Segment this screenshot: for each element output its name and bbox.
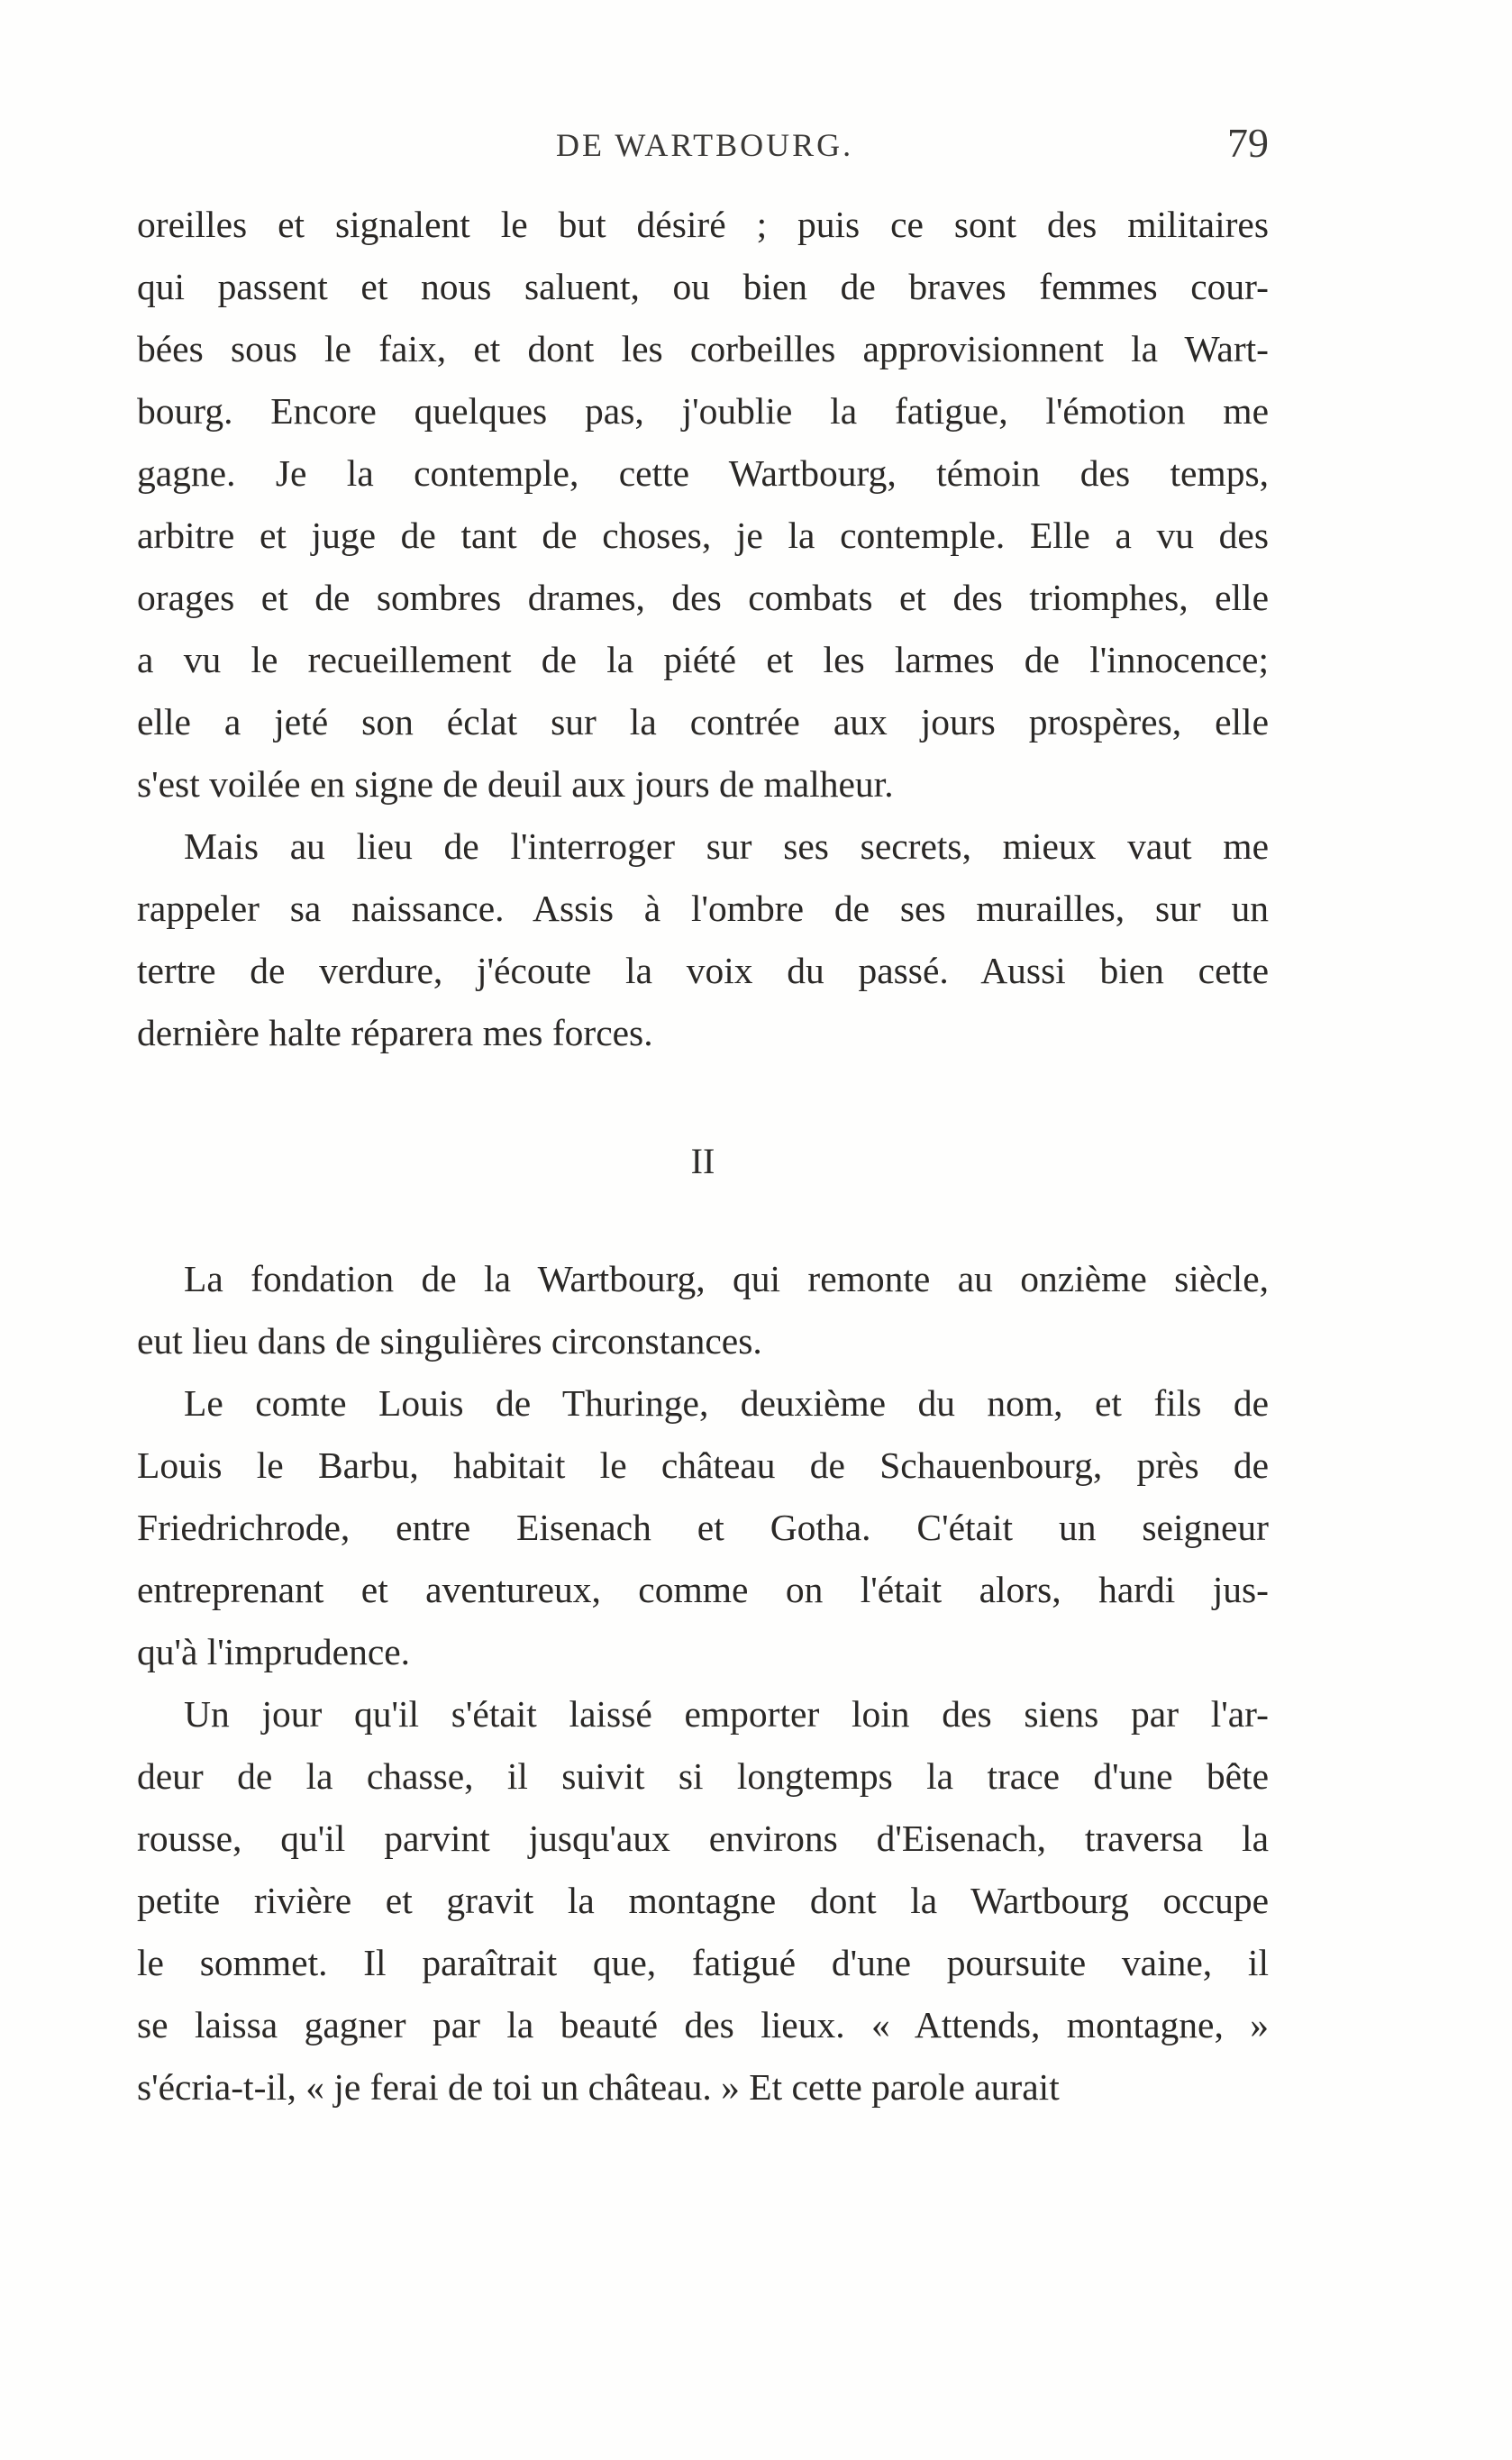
text-line: deur de la chasse, il suivit si longtemps la trace d'une bête bbox=[137, 1755, 1269, 1797]
text-line: petite rivière et gravit la montagne dont la Wartbourg occupe bbox=[137, 1880, 1269, 1921]
text-line: s'écria-t-il, « je ferai de toi un château. » Et cette parole aurait bbox=[137, 2066, 1060, 2108]
text-line: bées sous le faix, et dont les corbeilles approvisionnent la Wart- bbox=[137, 328, 1269, 369]
text-line: Un jour qu'il s'était laissé emporter loin des siens par l'ar- bbox=[184, 1693, 1269, 1735]
text-line: qu'à l'imprudence. bbox=[137, 1631, 411, 1672]
text-line: rappeler sa naissance. Assis à l'ombre de ses murailles, sur un bbox=[137, 888, 1269, 929]
text-line: qui passent et nous saluent, ou bien de braves femmes cour- bbox=[137, 266, 1269, 307]
text-line: La fondation de la Wartbourg, qui remonte au onzième siècle, bbox=[184, 1258, 1269, 1299]
text-line: s'est voilée en signe de deuil aux jours de malheur. bbox=[137, 763, 894, 805]
text-line: se laissa gagner par la beauté des lieux. « Attends, montagne, » bbox=[137, 2004, 1269, 2045]
text-line: tertre de verdure, j'écoute la voix du passé. Aussi bien cette bbox=[137, 950, 1269, 991]
text-line: Le comte Louis de Thuringe, deuxième du nom, et fils de bbox=[184, 1382, 1269, 1424]
text-line: oreilles et signalent le but désiré ; puis ce sont des militaires bbox=[137, 204, 1269, 245]
page-header bbox=[137, 119, 1269, 173]
text-line: entreprenant et aventureux, comme on l'était alors, hardi jus- bbox=[137, 1569, 1269, 1610]
text-line: gagne. Je la contemple, cette Wartbourg, témoin des temps, bbox=[137, 452, 1269, 494]
text-block-before-section bbox=[137, 194, 1269, 1064]
section-heading: II bbox=[690, 1141, 715, 1181]
text-block-after-section bbox=[137, 1248, 1269, 2118]
text-line: Friedrichrode, entre Eisenach et Gotha. C'était un seigneur bbox=[137, 1507, 1269, 1548]
text-line: elle a jeté son éclat sur la contrée aux jours prospères, elle bbox=[137, 701, 1269, 743]
text-line: dernière halte réparera mes forces. bbox=[137, 1012, 653, 1053]
text-line: rousse, qu'il parvint jusqu'aux environs d'Eisenach, traversa la bbox=[137, 1818, 1269, 1859]
page-number: 79 bbox=[1227, 120, 1269, 166]
text-line: eut lieu dans de singulières circonstances. bbox=[137, 1320, 762, 1362]
text-line: orages et de sombres drames, des combats et des triomphes, elle bbox=[137, 577, 1269, 618]
text-line: Mais au lieu de l'interroger sur ses secrets, mieux vaut me bbox=[184, 825, 1269, 867]
text-line: le sommet. Il paraîtrait que, fatigué d'une poursuite vaine, il bbox=[137, 1942, 1269, 1983]
text-line: a vu le recueillement de la piété et les larmes de l'innocence; bbox=[137, 639, 1269, 680]
text-line: arbitre et juge de tant de choses, je la contemple. Elle a vu des bbox=[137, 515, 1269, 556]
running-head: DE WARTBOURG. bbox=[556, 127, 854, 163]
text-line: Louis le Barbu, habitait le château de Schauenbourg, près de bbox=[137, 1444, 1269, 1486]
text-line: bourg. Encore quelques pas, j'oublie la fatigue, l'émotion me bbox=[137, 390, 1269, 432]
